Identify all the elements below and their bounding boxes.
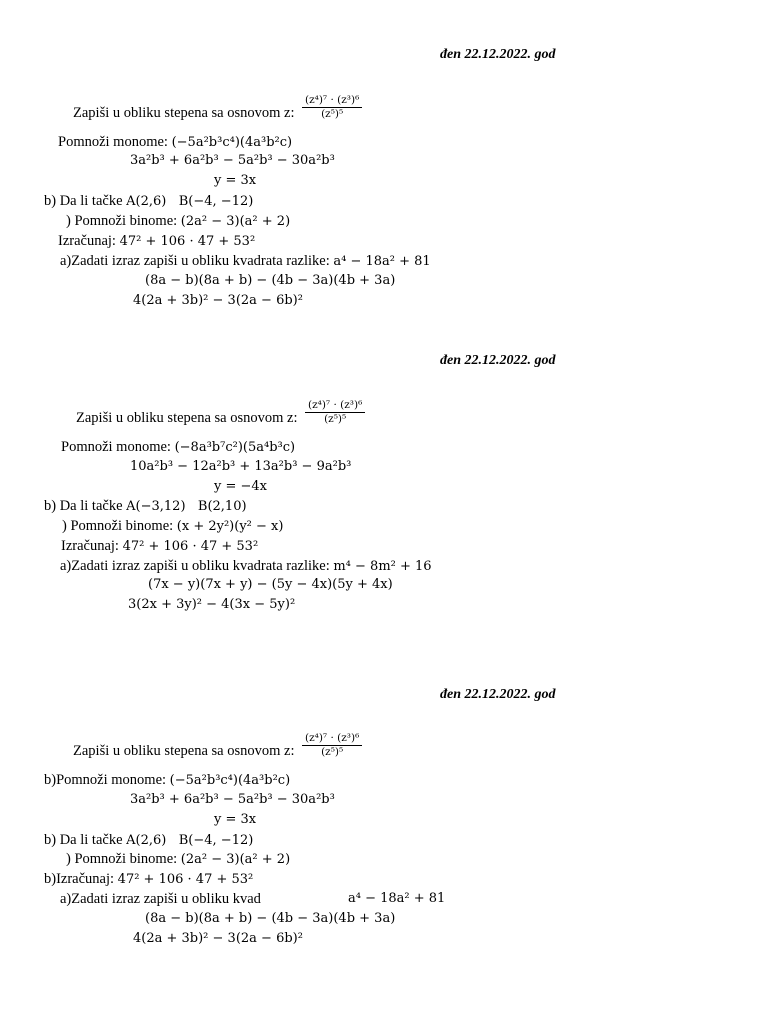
math-line: y = 3x [214,812,257,827]
date-header: đen 22.12.2022. god [440,353,556,368]
fraction-denominator: (z⁵)⁵ [324,413,347,425]
math-expression: (2a² − 3)(a² + 2) [180,852,291,867]
task-monomials [61,438,295,457]
task-label: ) Pomnoži binome: [66,213,178,229]
task-binomials [66,212,290,231]
task-label: ) Pomnoži binome: [62,518,174,534]
math-expression: (x + 2y²)(y² − x) [176,519,284,534]
date-header: đen 22.12.2022. god [440,687,556,702]
math-expression: (−5a²b³c⁴)(4a³b²c) [171,135,293,150]
powers-fraction [305,399,365,426]
task-points [44,831,253,850]
math-line: 3a²b³ + 6a²b³ − 5a²b³ − 30a²b³ [130,153,335,168]
task-label: ) Pomnoži binome: [66,851,178,867]
math-expression: 47² + 106 · 47 + 53² [122,539,259,554]
math-expression: 47² + 106 · 47 + 53² [117,872,254,887]
math-line: y = −4x [214,479,267,494]
math-expression: (−8a³b⁷c²)(5a⁴b³c) [174,440,296,455]
task-label: b) Da li tačke [44,193,123,209]
task-label: b)Pomnoži monome: [44,772,167,788]
math-line: (8a − b)(8a + b) − (4b − 3a)(4b + 3a) [145,911,396,926]
task-binomials [62,517,283,536]
task-powers-label: Zapiši u obliku stepena sa osnovom z: [73,105,295,121]
task-label: b)Izračunaj: [44,871,115,887]
task-label: a)Zadati izraz zapiši u obliku kvadrata razlike: [60,558,330,574]
powers-fraction [302,94,362,121]
math-line: 3a²b³ + 6a²b³ − 5a²b³ − 30a²b³ [130,792,335,807]
math-line: 4(2a + 3b)² − 3(2a − 6b)² [133,931,303,946]
date-header: đen 22.12.2022. god [440,47,556,62]
task-calculate [58,232,255,251]
task-calculate [61,537,258,556]
fraction-numerator: (z⁴)⁷ · (z³)⁶ [302,94,362,108]
math-line: (7x − y)(7x + y) − (5y − 4x)(5y + 4x) [148,577,393,592]
math-expression: (−5a²b³c⁴)(4a³b²c) [169,773,291,788]
task-label: Pomnoži monome: [58,134,168,150]
math-line: 10a²b³ − 12a²b³ + 13a²b³ − 9a²b³ [130,459,352,474]
task-label: Pomnoži monome: [61,439,171,455]
fraction-numerator: (z⁴)⁷ · (z³)⁶ [305,399,365,413]
math-expression: m⁴ − 8m² + 16 [333,559,432,574]
math-expression: A(2,6) B(−4, −12) [126,833,254,848]
math-expression: a⁴ − 18a² + 81 [333,254,431,269]
fraction-denominator: (z⁵)⁵ [321,108,344,120]
task-label: Izračunaj: [61,538,119,554]
task-powers-label: Zapiši u obliku stepena sa osnovom z: [73,743,295,759]
task-difference-of-squares [60,557,432,576]
math-line: y = 3x [214,173,257,188]
math-expression: a⁴ − 18a² + 81 [348,891,446,906]
math-line: 3(2x + 3y)² − 4(3x − 5y)² [128,597,296,612]
task-monomials [58,133,292,152]
fraction-numerator: (z⁴)⁷ · (z³)⁶ [302,732,362,746]
math-expression: A(−3,12) B(2,10) [126,499,247,514]
task-binomials [66,850,290,869]
math-expression: 47² + 106 · 47 + 53² [119,234,256,249]
math-line: (8a − b)(8a + b) − (4b − 3a)(4b + 3a) [145,273,396,288]
task-points [44,497,247,516]
task-label: a)Zadati izraz zapiši u obliku kvadrata razlike: [60,253,330,269]
task-monomials [44,771,290,790]
task-label: b) Da li tačke [44,832,123,848]
task-powers-label: Zapiši u obliku stepena sa osnovom z: [76,410,298,426]
task-points [44,192,253,211]
task-difference-of-squares-label: a)Zadati izraz zapiši u obliku kvad [60,891,261,907]
task-label: b) Da li tačke [44,498,123,514]
math-expression: (2a² − 3)(a² + 2) [180,214,291,229]
math-line: 4(2a + 3b)² − 3(2a − 6b)² [133,293,303,308]
math-expression: A(2,6) B(−4, −12) [126,194,254,209]
task-difference-of-squares [60,252,431,271]
task-label: Izračunaj: [58,233,116,249]
powers-fraction [302,732,362,759]
fraction-denominator: (z⁵)⁵ [321,746,344,758]
task-calculate [44,870,253,889]
